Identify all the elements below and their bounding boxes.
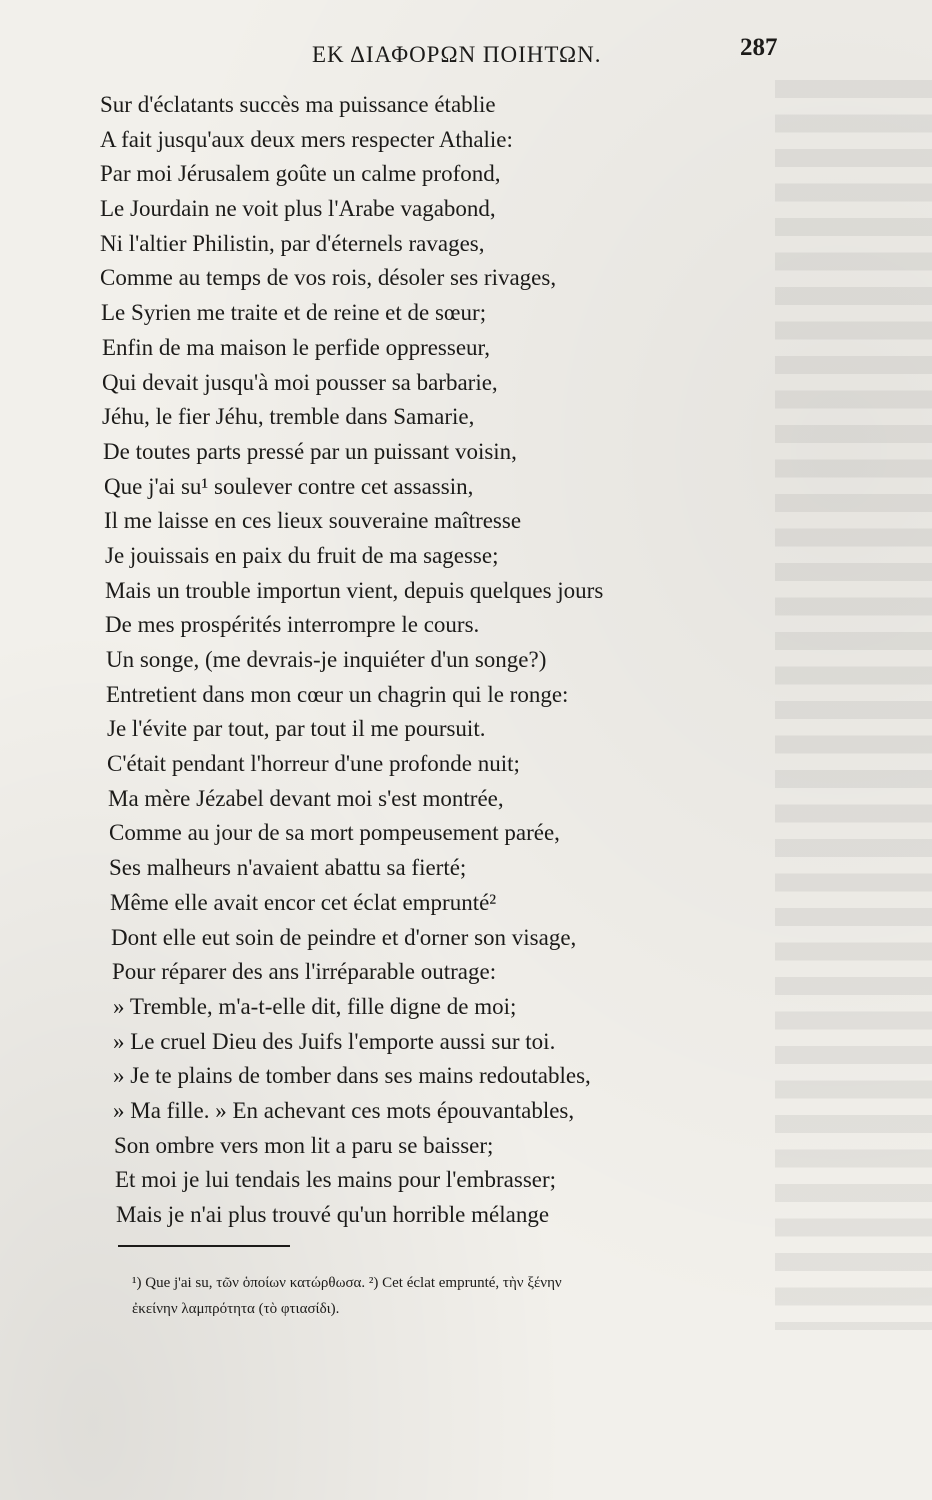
verse-line: Qui devait jusqu'à moi pousser sa barbarie,	[102, 369, 498, 395]
verse-line: De mes prospérités interrompre le cours.	[105, 612, 480, 638]
verse-line: Ma mère Jézabel devant moi s'est montrée,	[108, 785, 504, 811]
verse-line: Ni l'altier Philistin, par d'éternels ravages,	[100, 230, 485, 256]
verse-line: » Le cruel Dieu des Juifs l'emporte aussi sur toi.	[113, 1028, 556, 1054]
verse-line: Sur d'éclatants succès ma puissance établie	[100, 92, 496, 117]
verse-line: Ses malheurs n'avaient abattu sa fierté;	[109, 855, 467, 881]
verse-line: Enfin de ma maison le perfide oppresseur,	[102, 334, 491, 360]
verse-line: » Ma fille. » En achevant ces mots épouvantables,	[113, 1097, 575, 1123]
verse-line: Son ombre vers mon lit a paru se baisser;	[114, 1132, 494, 1158]
verse-line: Comme au jour de sa mort pompeusement parée,	[109, 820, 560, 846]
verse-line: Le Jourdain ne voit plus l'Arabe vagabond,	[100, 196, 496, 222]
verse-line: De toutes parts pressé par un puissant voisin,	[103, 438, 517, 464]
verse-line: Mais je n'ai plus trouvé qu'un horrible mélange	[116, 1202, 550, 1227]
verse-line: » Je te plains de tomber dans ses mains redoutables,	[113, 1063, 591, 1089]
footnote-rule	[118, 1245, 290, 1247]
verse-line: Pour réparer des ans l'irréparable outrage:	[112, 959, 497, 985]
verse-line: Je l'évite par tout, par tout il me poursuit.	[107, 716, 486, 742]
verse-line: Et moi je lui tendais les mains pour l'embrasser;	[115, 1167, 557, 1193]
verse-line: A fait jusqu'aux deux mers respecter Athalie:	[100, 126, 513, 152]
verse-line: Que j'ai su¹ soulever contre cet assassin,	[104, 473, 474, 499]
verse-line: Dont elle eut soin de peindre et d'orner son visage,	[111, 924, 577, 950]
verse-line: Jéhu, le fier Jéhu, tremble dans Samarie,	[102, 404, 475, 430]
verse-line: » Tremble, m'a-t-elle dit, fille digne de moi;	[113, 993, 517, 1019]
footnote-line-1: ¹) Que j'ai su, τῶν ὁποίων κατώρθωσα. ²) Cet éclat emprunté, τὴν ξένην	[132, 1275, 562, 1291]
verse-line: Le Syrien me traite et de reine et de sœur;	[101, 300, 487, 326]
verse-line: Je jouissais en paix du fruit de ma sagesse;	[105, 542, 499, 568]
verse-line: Un songe, (me devrais-je inquiéter d'un songe?)	[106, 647, 547, 672]
verse-line: C'était pendant l'horreur d'une profonde nuit;	[107, 751, 520, 777]
verse-line: Comme au temps de vos rois, désoler ses rivages,	[100, 265, 557, 291]
page-number: 287	[740, 34, 778, 61]
verse-line: Mais un trouble importun vient, depuis quelques jours	[105, 577, 604, 603]
footnote-line-2: ἐκείνην λαμπρότητα (τὸ φτιασίδι).	[132, 1301, 340, 1317]
running-head: ΕΚ ΔΙΑΦΟΡΩΝ ΠΟΙΗΤΩΝ.	[312, 42, 602, 67]
show-through-text	[775, 80, 932, 1330]
verse-line: Même elle avait encor cet éclat emprunté²	[110, 889, 497, 915]
poem-text	[100, 88, 750, 1233]
page-header	[0, 34, 932, 74]
verse-line: Par moi Jérusalem goûte un calme profond,	[100, 161, 501, 187]
footnotes	[132, 1270, 822, 1322]
verse-line: Entretient dans mon cœur un chagrin qui le ronge:	[106, 681, 569, 707]
verse-line: Il me laisse en ces lieux souveraine maîtresse	[104, 508, 522, 534]
